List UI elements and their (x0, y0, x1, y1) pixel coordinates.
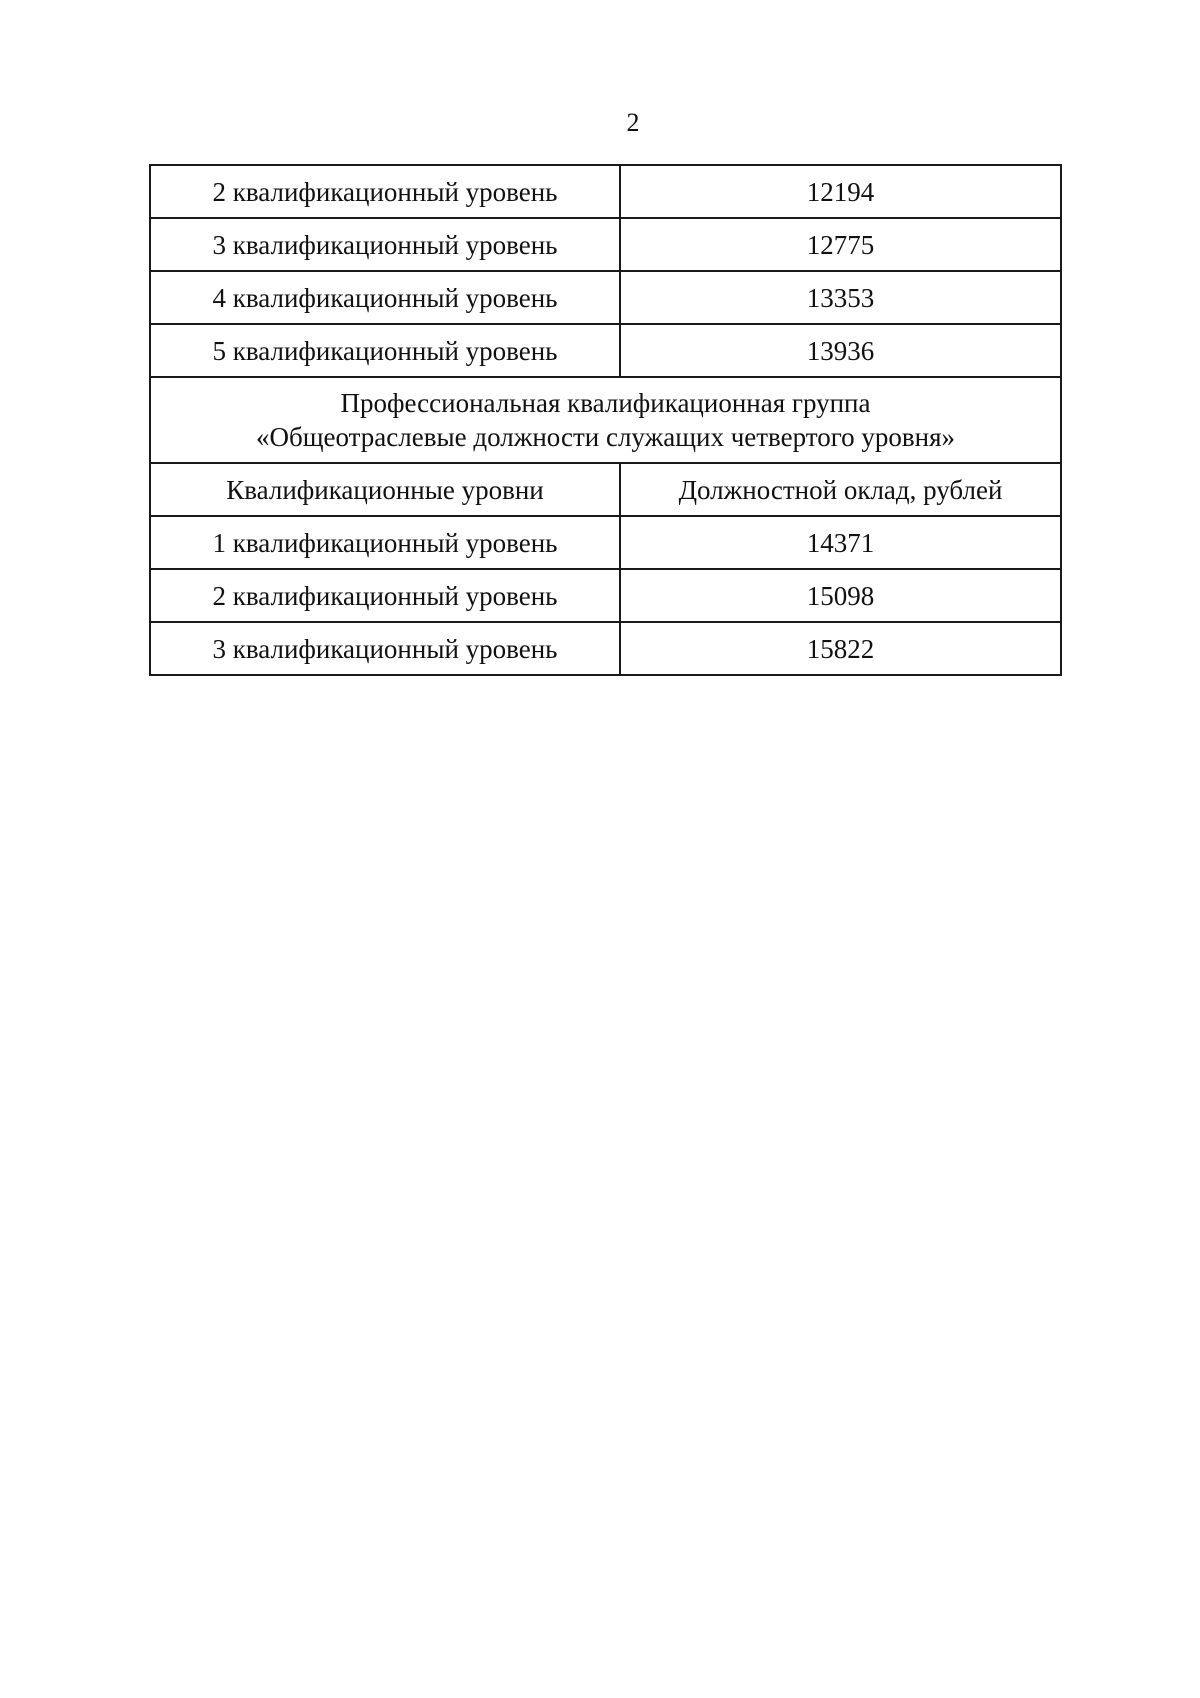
salary-cell: 12194 (620, 165, 1061, 218)
column-header-salary: Должностной оклад, рублей (620, 463, 1061, 516)
level-cell: 3 квалификационный уровень (150, 622, 620, 675)
group-heading-line-1: Профессиональная квалификационная группа (340, 388, 871, 418)
level-cell: 2 квалификационный уровень (150, 165, 620, 218)
salary-cell: 13936 (620, 324, 1061, 377)
column-header-row (150, 463, 1061, 516)
group-heading-line-2: «Общеотраслевые должности служащих четвертого уровня» (256, 422, 955, 452)
level-cell: 3 квалификационный уровень (150, 218, 620, 271)
group-heading (150, 377, 1061, 463)
table-row (150, 218, 1061, 271)
salary-cell: 15822 (620, 622, 1061, 675)
table-row (150, 569, 1061, 622)
table-row (150, 622, 1061, 675)
level-cell: 4 квалификационный уровень (150, 271, 620, 324)
page-number: 2 (626, 108, 640, 137)
salary-cell: 13353 (620, 271, 1061, 324)
level-cell: 1 квалификационный уровень (150, 516, 620, 569)
table-row (150, 165, 1061, 218)
column-header-level: Квалификационные уровни (150, 463, 620, 516)
salary-cell: 12775 (620, 218, 1061, 271)
group-heading-row (150, 377, 1061, 463)
salary-table (149, 164, 1062, 676)
table-row (150, 516, 1061, 569)
salary-cell: 15098 (620, 569, 1061, 622)
salary-cell: 14371 (620, 516, 1061, 569)
level-cell: 2 квалификационный уровень (150, 569, 620, 622)
level-cell: 5 квалификационный уровень (150, 324, 620, 377)
table-row (150, 324, 1061, 377)
table-row (150, 271, 1061, 324)
